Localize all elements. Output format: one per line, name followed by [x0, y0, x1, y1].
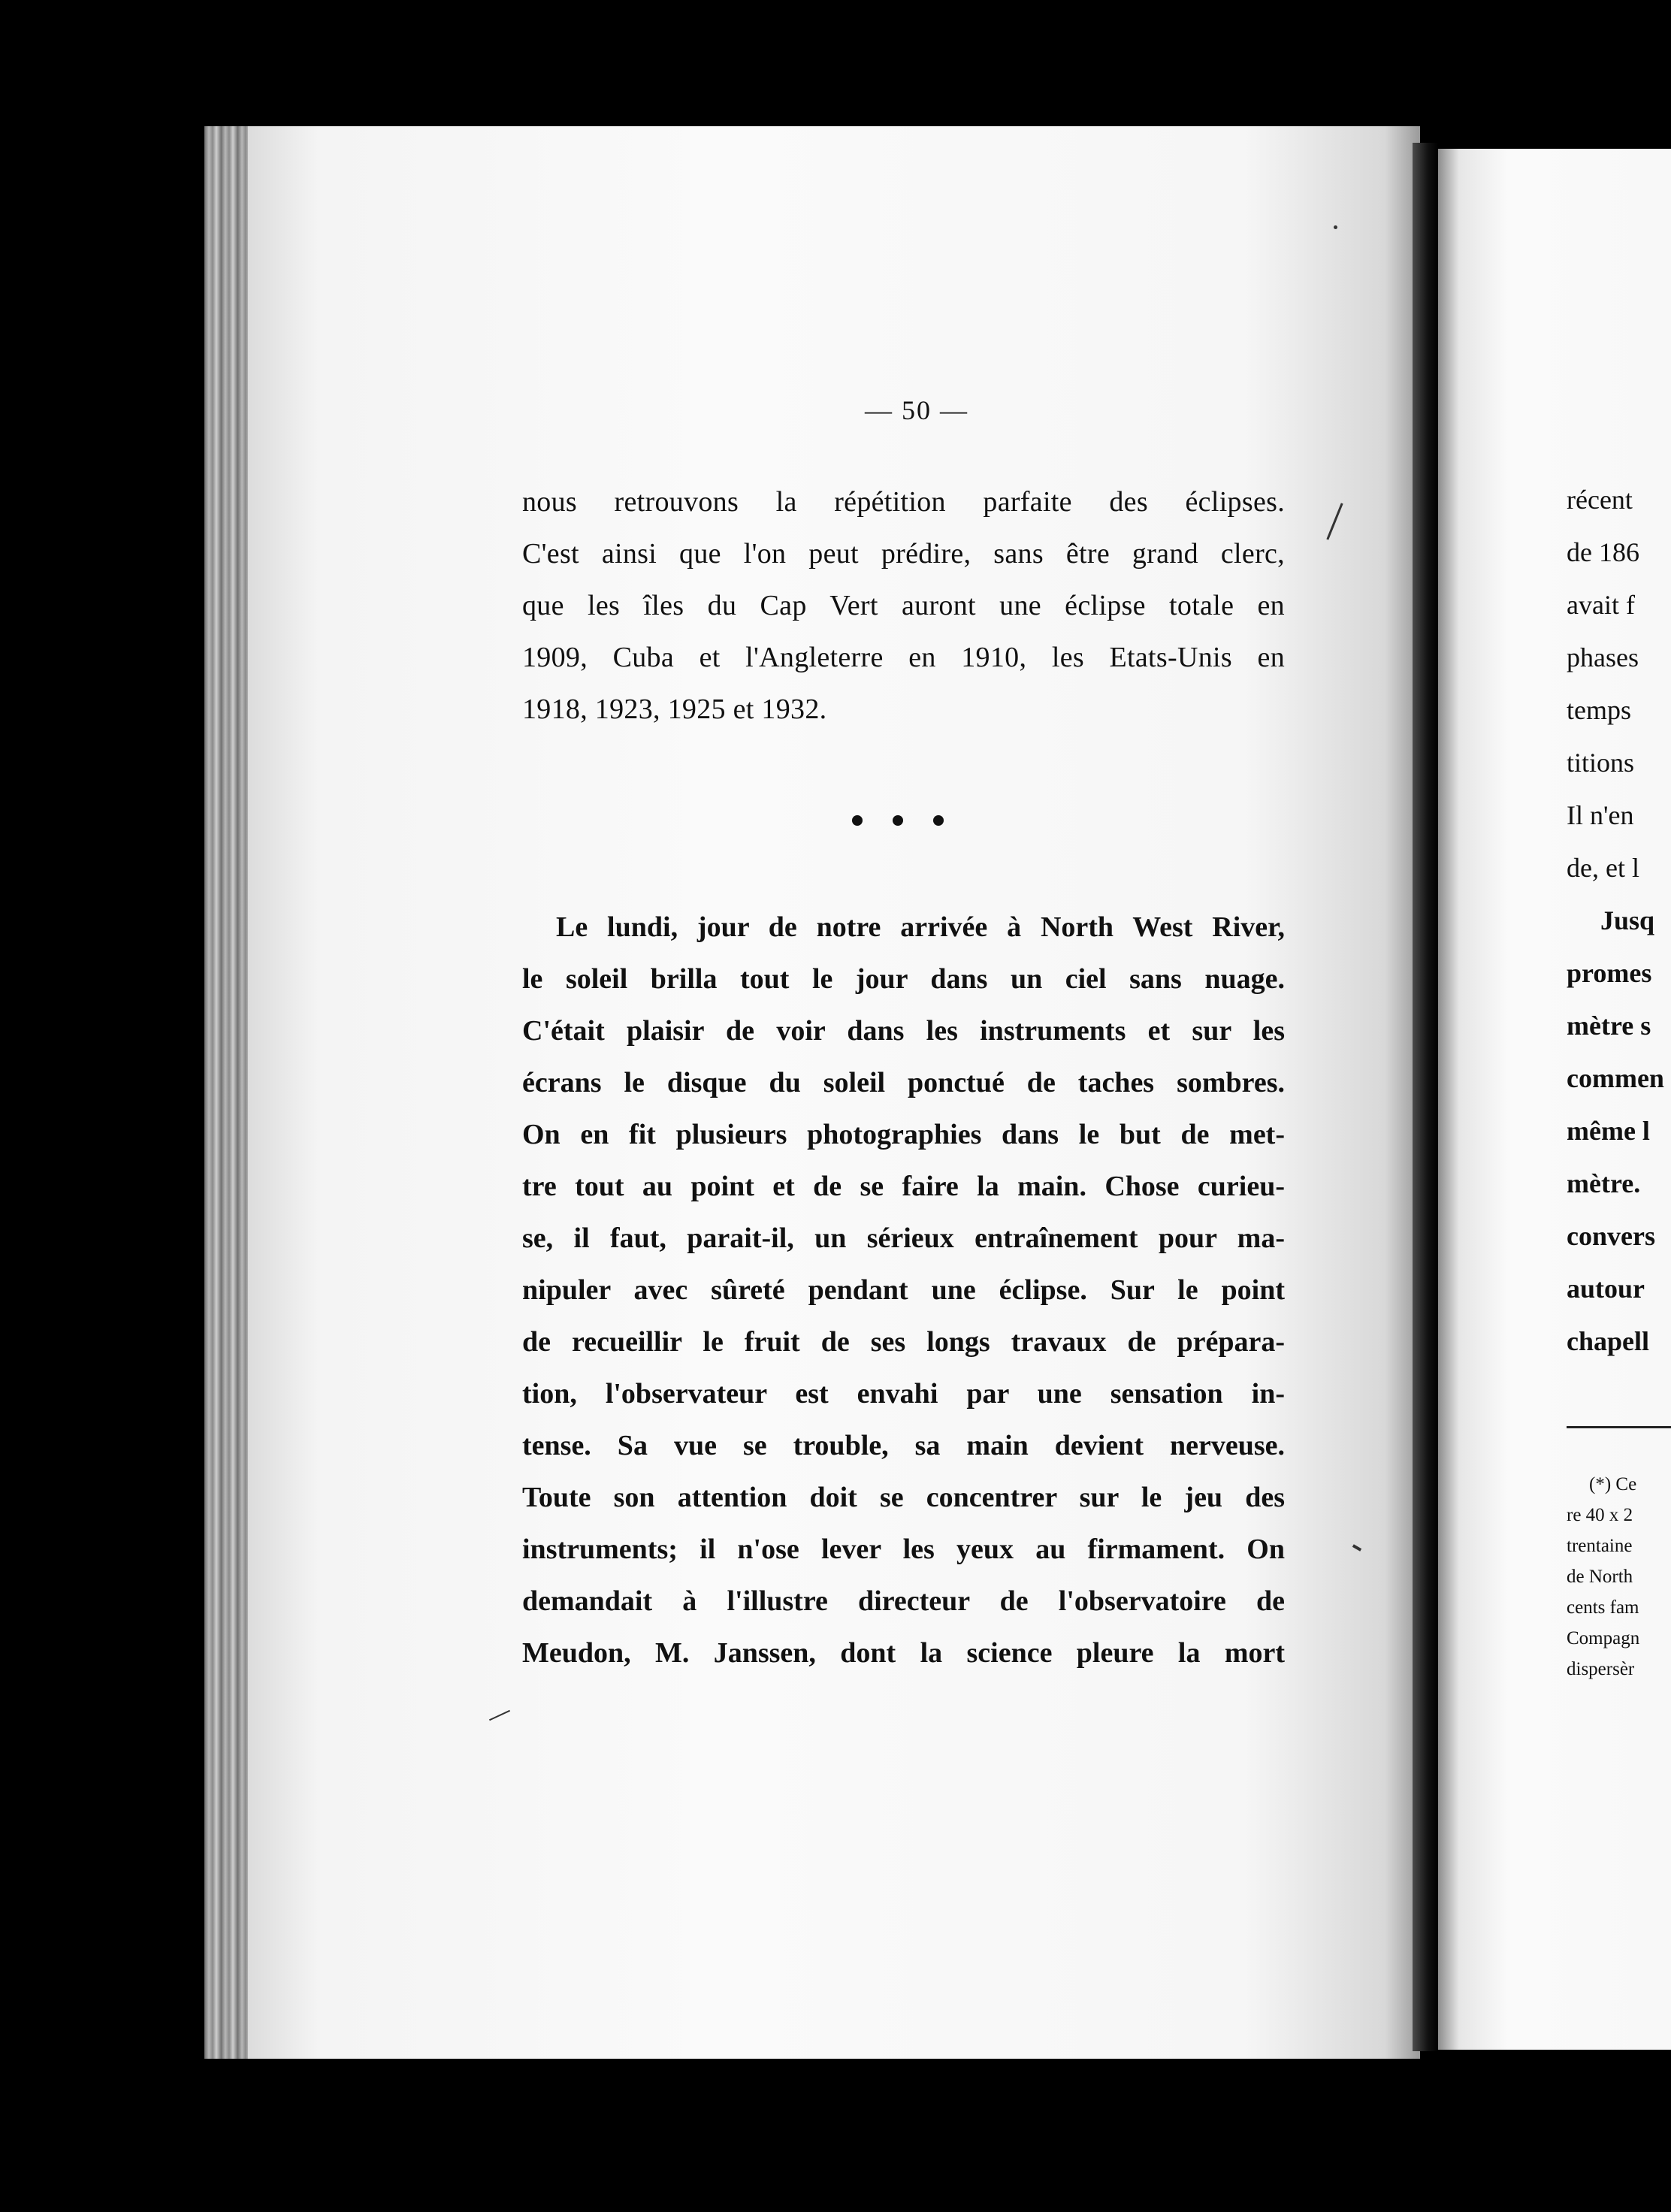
- right-page-footnotes: [1567, 1469, 1671, 1685]
- text-line: On en fit plusieurs photographies dans le but de met-: [522, 1119, 1285, 1150]
- book-gutter: [1413, 143, 1438, 2051]
- section-separator: [804, 805, 992, 836]
- text-line: écrans le disque du soleil ponctué de taches sombres.: [522, 1067, 1285, 1098]
- text-line: que les îles du Cap Vert auront une éclipse totale en: [522, 590, 1285, 621]
- footnote-line: de North: [1567, 1567, 1633, 1587]
- separator-dot: [852, 815, 863, 826]
- text-line: promes: [1567, 958, 1652, 988]
- text-line: tion, l'observateur est envahi par une sensation in-: [522, 1378, 1285, 1410]
- text-line: commen: [1567, 1063, 1664, 1093]
- text-line: titions: [1567, 748, 1635, 778]
- text-line: même l: [1567, 1116, 1650, 1146]
- text-line: instruments; il n'ose lever les yeux au firmament. On: [522, 1534, 1285, 1565]
- text-line: Jusq: [1600, 905, 1655, 935]
- footnote-line: re 40 x 2: [1567, 1505, 1633, 1525]
- text-line: chapell: [1567, 1326, 1650, 1356]
- text-line: récent: [1567, 485, 1633, 515]
- text-line: avait f: [1567, 590, 1635, 620]
- paragraph-1: [522, 476, 1285, 736]
- text-line: demandait à l'illustre directeur de l'observatoire de: [522, 1585, 1285, 1617]
- text-line: nipuler avec sûreté pendant une éclipse. Sur le point: [522, 1274, 1285, 1306]
- text-line: de recueillir le fruit de ses longs travaux de prépara-: [522, 1326, 1285, 1358]
- separator-dot: [933, 815, 944, 826]
- right-page-column: [1567, 473, 1671, 1367]
- text-line: tense. Sa vue se trouble, sa main devient nerveuse.: [522, 1430, 1285, 1461]
- text-line: C'est ainsi que l'on peut prédire, sans être grand clerc,: [522, 538, 1285, 570]
- footnote-rule: [1567, 1426, 1671, 1428]
- text-line: autour: [1567, 1274, 1645, 1304]
- text-line: se, il faut, parait-il, un sérieux entraînement pour ma-: [522, 1222, 1285, 1254]
- footnote-line: trentaine: [1567, 1536, 1633, 1556]
- text-line: nous retrouvons la répétition parfaite des éclipses.: [522, 486, 1285, 518]
- text-line: temps: [1567, 695, 1631, 725]
- paragraph-2: [522, 902, 1285, 1679]
- footnote-line: Compagn: [1567, 1628, 1640, 1648]
- text-line: le soleil brilla tout le jour dans un ciel sans nuage.: [522, 963, 1285, 995]
- text-line: Meudon, M. Janssen, dont la science pleure la mort: [522, 1637, 1285, 1669]
- text-line: phases: [1567, 642, 1639, 672]
- text-line: Il n'en: [1567, 800, 1634, 830]
- text-line: 1909, Cuba et l'Angleterre en 1910, les Etats-Unis en: [522, 642, 1285, 673]
- text-line: convers: [1567, 1221, 1655, 1251]
- footnote-line: dispersèr: [1567, 1659, 1635, 1679]
- text-line: 1918, 1923, 1925 et 1932.: [522, 694, 827, 725]
- text-line: de, et l: [1567, 853, 1639, 883]
- footnote-line: cents fam: [1567, 1597, 1639, 1618]
- text-line: Le lundi, jour de notre arrivée à North West River,: [556, 911, 1285, 943]
- text-line: mètre s: [1567, 1011, 1651, 1041]
- pencil-mark: [1334, 225, 1337, 229]
- text-line: mètre.: [1567, 1168, 1641, 1198]
- text-line: de 186: [1567, 537, 1639, 567]
- text-line: Toute son attention doit se concentrer sur le jeu des: [522, 1482, 1285, 1513]
- page-number: — 50 —: [865, 395, 968, 425]
- footnote-line: (*) Ce: [1589, 1474, 1637, 1494]
- text-line: tre tout au point et de se faire la main. Chose curieu-: [522, 1171, 1285, 1202]
- separator-dot: [893, 815, 903, 826]
- text-line: C'était plaisir de voir dans les instruments et sur les: [522, 1015, 1285, 1047]
